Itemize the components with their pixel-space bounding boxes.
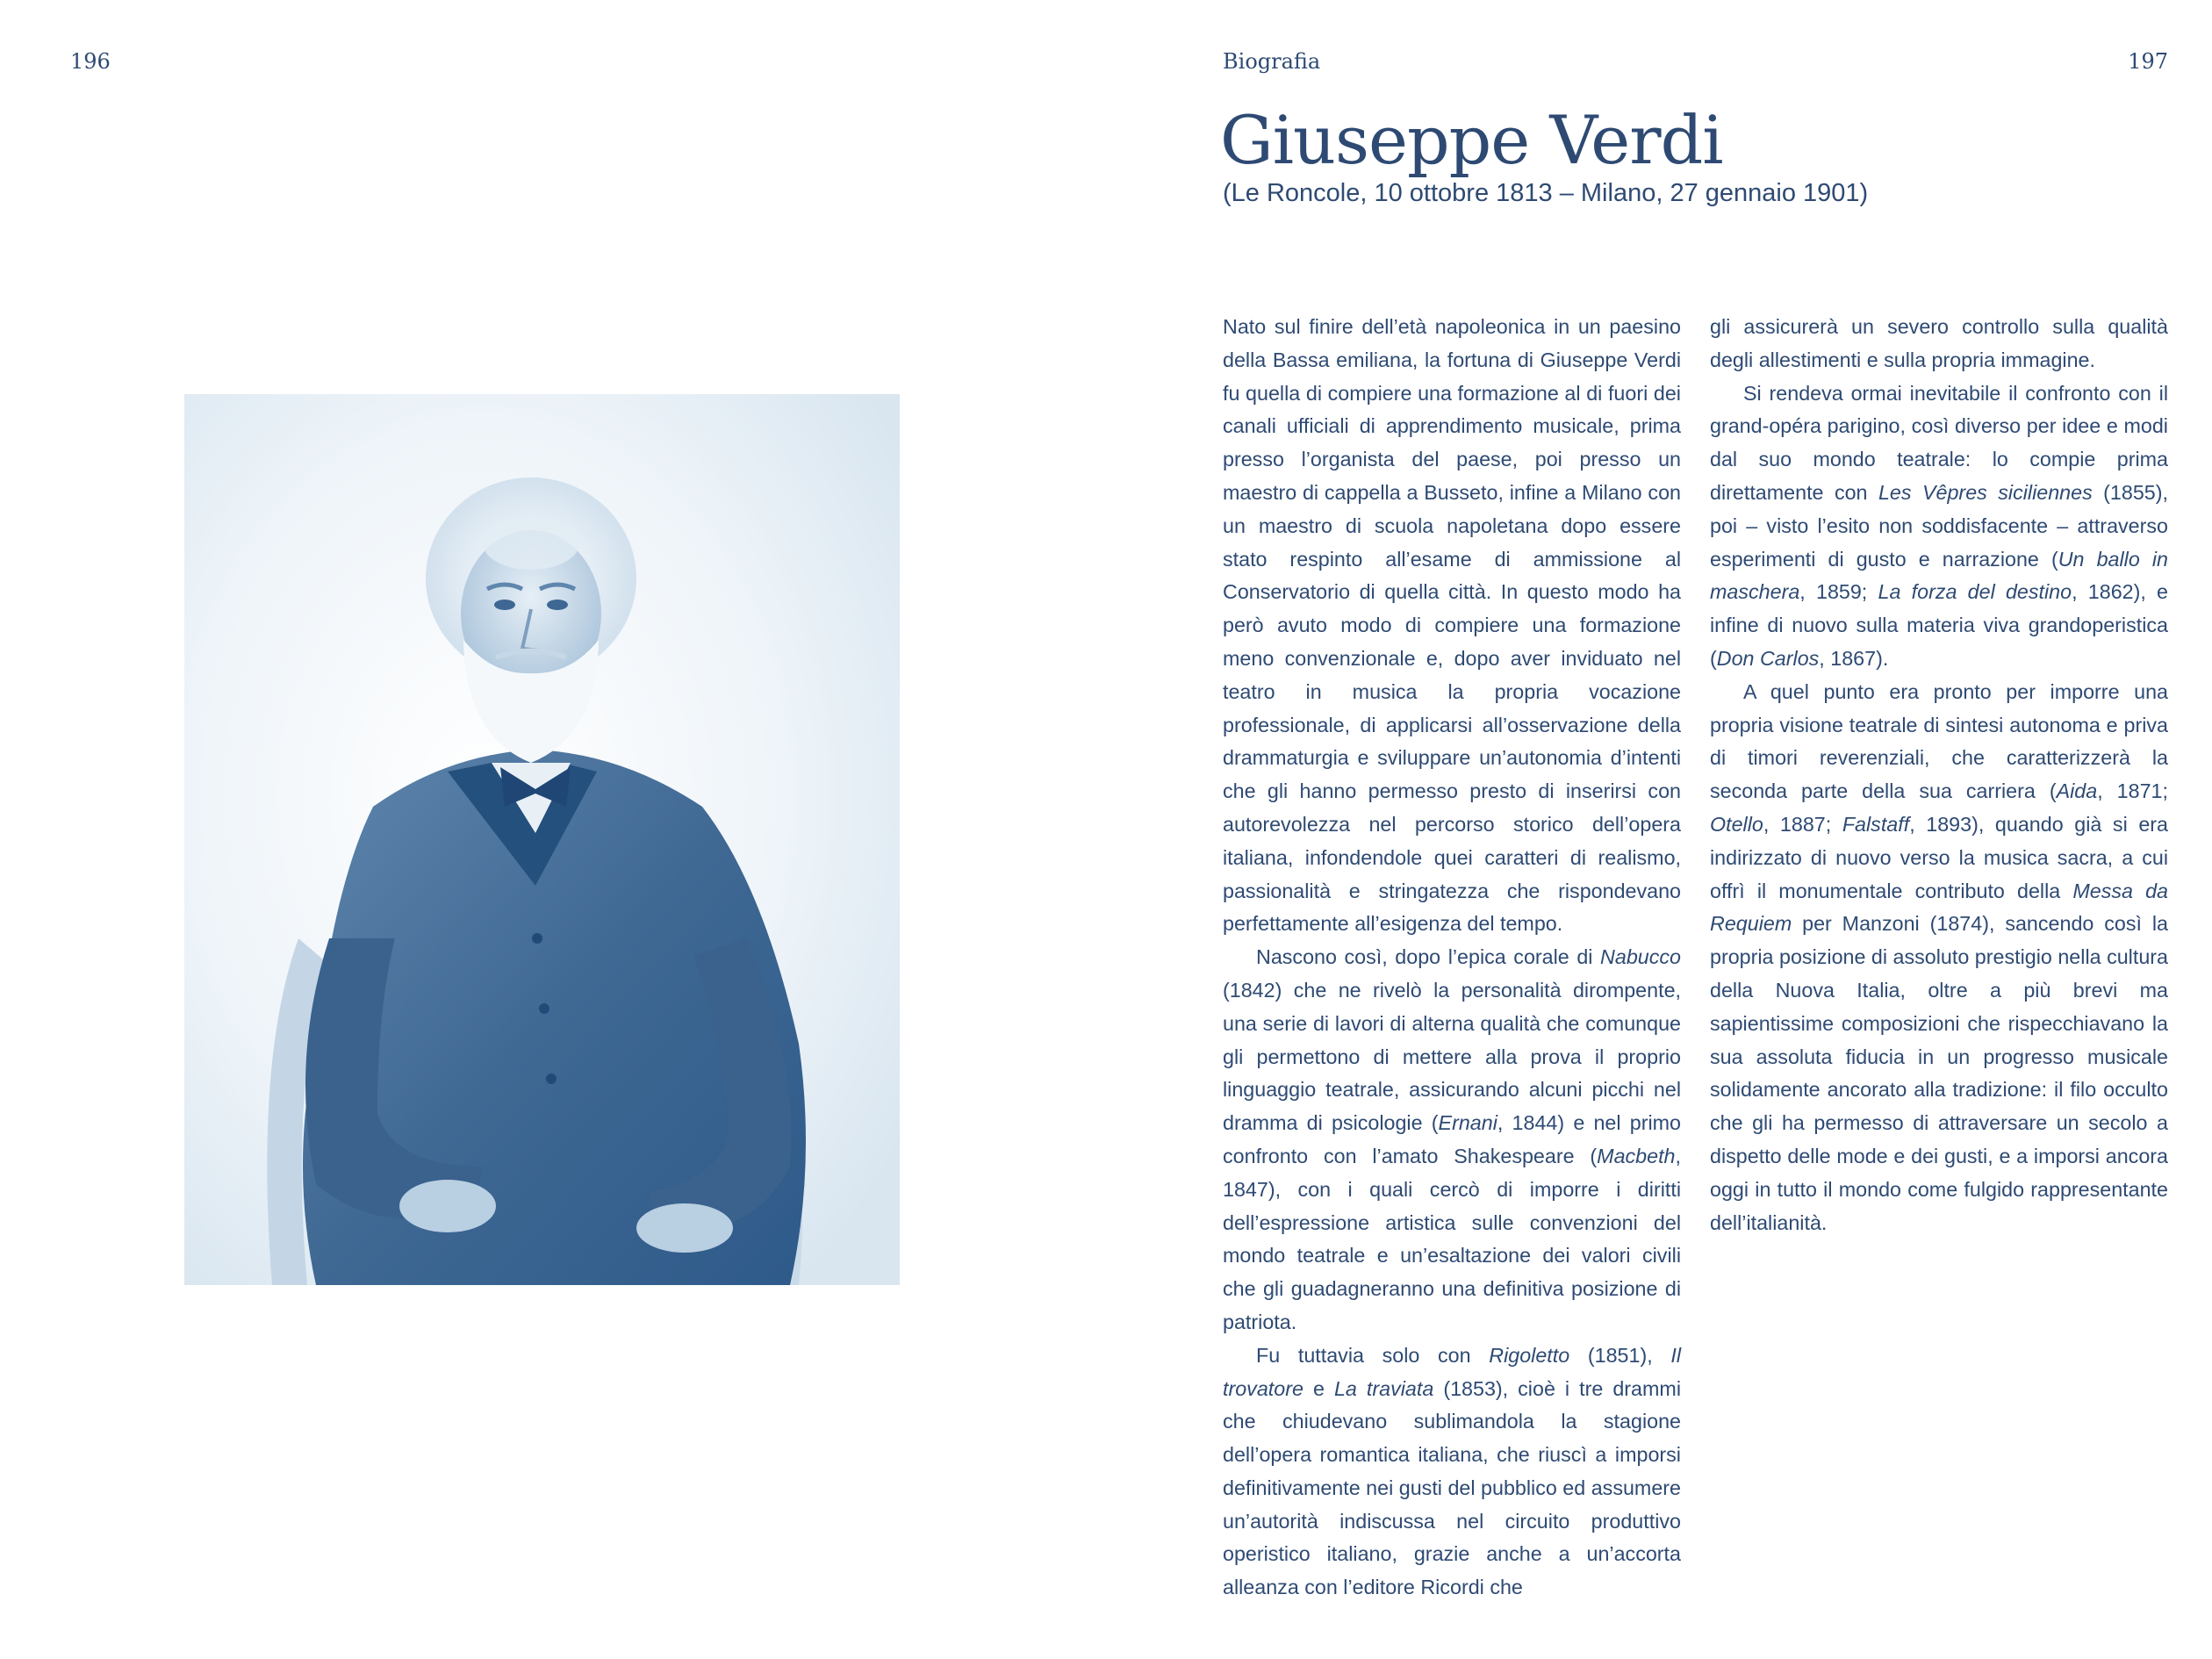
page-number-left: 196 (70, 49, 111, 74)
text-run: , 1887; (1763, 812, 1842, 836)
text-run: , 1859; (1799, 580, 1878, 604)
work-title: Nabucco (1600, 945, 1681, 969)
text-run: (1853), cioè i tre drammi che chiudevano sublimandola la stagione dell’opera romantica italiana, che riuscì a imporsi definitivamente nei gusti del pubblico ed assumere un’autorità indiscussa nel circuito produttivo operistico italiano, grazie anche a un’accorta alleanza con l’editore Ricordi che (1223, 1376, 1681, 1599)
paragraph: Nato sul finire dell’età napoleonica in un paesino della Bassa emiliana, la fortuna di Giuseppe Verdi fu quella di compiere una formazione al di fuori dei canali ufficiali di apprendimento musicale, prima presso l’organista del paese, poi presso un maestro di cappella a Busseto, infine a Milano con un maestro di scuola napoletana dopo essere stato respinto all’esame di ammissione al Conservatorio di quella città. In questo modo ha però avuto modo di compiere una formazione meno convenzionale e, dopo aver inviduato nel teatro in musica la propria vocazione professionale, di applicarsi all’osservazione della drammaturgia e sviluppare un’autonomia d’intenti che gli hanno permesso presto di inserirsi con autorevolezza nel percorso storico dell’opera italiana, infondendole quei caratteri di realismo, passionalità e stringatezza che rispondevano perfettamente all’esigenza del tempo. (1223, 315, 1681, 936)
text-column-1 (1223, 311, 1681, 1605)
text-run: , 1844) e nel primo confronto con l’amato Shakespeare ( (1223, 1111, 1682, 1167)
text-run: , 1893), quando già si era indirizzato di nuovo verso la musica sacra, a cui offrì il monumentale contributo della (1710, 812, 2169, 902)
work-title: Don Carlos (1716, 646, 1820, 670)
section-label: Biografia (1223, 49, 1321, 74)
work-title: Les Vêpres siciliennes (1878, 480, 2093, 504)
paragraph (1223, 941, 1681, 1339)
page-number-right: 197 (2128, 49, 2168, 74)
portrait-illustration (184, 394, 900, 1285)
work-title: Aida (2056, 779, 2098, 803)
work-title: Ernani (1438, 1111, 1497, 1135)
text-run: , 1862), e infine di nuovo sulla materia viva grandoperistica ( (1710, 580, 2169, 670)
text-run: Si rendeva ormai inevitabile il confronto con il grand-opéra parigino, così diverso per idee e modi dal suo mondo teatrale: lo compie prima direttamente con (1710, 381, 2168, 504)
text-run: e (1303, 1376, 1334, 1400)
text-run: Fu tuttavia solo con (1256, 1343, 1490, 1367)
work-title: Il trovatore (1223, 1343, 1681, 1400)
work-title: Falstaff (1842, 812, 1910, 836)
text-run: Nascono così, dopo l’epica corale di (1256, 945, 1601, 969)
work-title: Rigoletto (1489, 1343, 1570, 1367)
paragraph (1710, 676, 2168, 1240)
work-title: Un ballo in maschera (1710, 547, 2168, 604)
paragraph (1223, 1339, 1681, 1605)
paragraph: gli assicurerà un severo controllo sulla qualità degli allestimenti e sulla propria immagine. (1710, 315, 2168, 371)
work-title: Macbeth (1597, 1144, 1676, 1167)
work-title: Otello (1710, 812, 1763, 836)
text-run: (1855), poi – visto l’esito non soddisfacente – attraverso esperimenti di gusto e narrazione ( (1710, 480, 2168, 571)
page-subtitle: (Le Roncole, 10 ottobre 1813 – Milano, 27 gennaio 1901) (1223, 179, 1869, 207)
work-title: La forza del destino (1878, 580, 2072, 604)
portrait-photo (184, 394, 900, 1285)
text-column-2 (1710, 311, 2168, 1239)
work-title: Messa da Requiem (1710, 879, 2168, 936)
page-title: Giuseppe Verdi (1220, 101, 1723, 179)
text-run: , 1871; (2097, 779, 2168, 803)
text-run: , 1867). (1819, 646, 1889, 670)
text-run: , 1847), con i quali cercò di imporre i diritti dell’espressione artistica sulle convenzioni del mondo teatrale e un’esaltazione dei valori civili che gli guadagneranno una definitiva posizione di patriota. (1223, 1144, 1681, 1333)
text-run: per Manzoni (1874), sancendo così la propria posizione di assoluto prestigio nella cultura della Nuova Italia, oltre a più brevi ma sapientissime composizioni che rispecchiavano la sua assoluta fiducia in un progresso musicale solidamente ancorato alla tradizione: il filo occulto che gli ha permesso di attraversare un secolo a dispetto delle mode e dei gusti, e a imporsi ancora oggi in tutto il mondo come fulgido rappresentante dell’italianità. (1710, 912, 2168, 1234)
paragraph (1710, 377, 2168, 676)
text-run: A quel punto era pronto per imporre una propria visione teatrale di sintesi autonoma e priva di timori reverenziali, che caratterizzerà la seconda parte della sua carriera ( (1710, 679, 2168, 803)
text-run: (1842) che ne rivelò la personalità dirompente, una serie di lavori di alterna qualità che comunque gli permettono di mettere alla prova il proprio linguaggio teatrale, assicurando alcuni picchi nel dramma di psicologie ( (1223, 978, 1681, 1135)
work-title: La traviata (1333, 1376, 1434, 1400)
text-run: (1851), (1569, 1343, 1671, 1367)
